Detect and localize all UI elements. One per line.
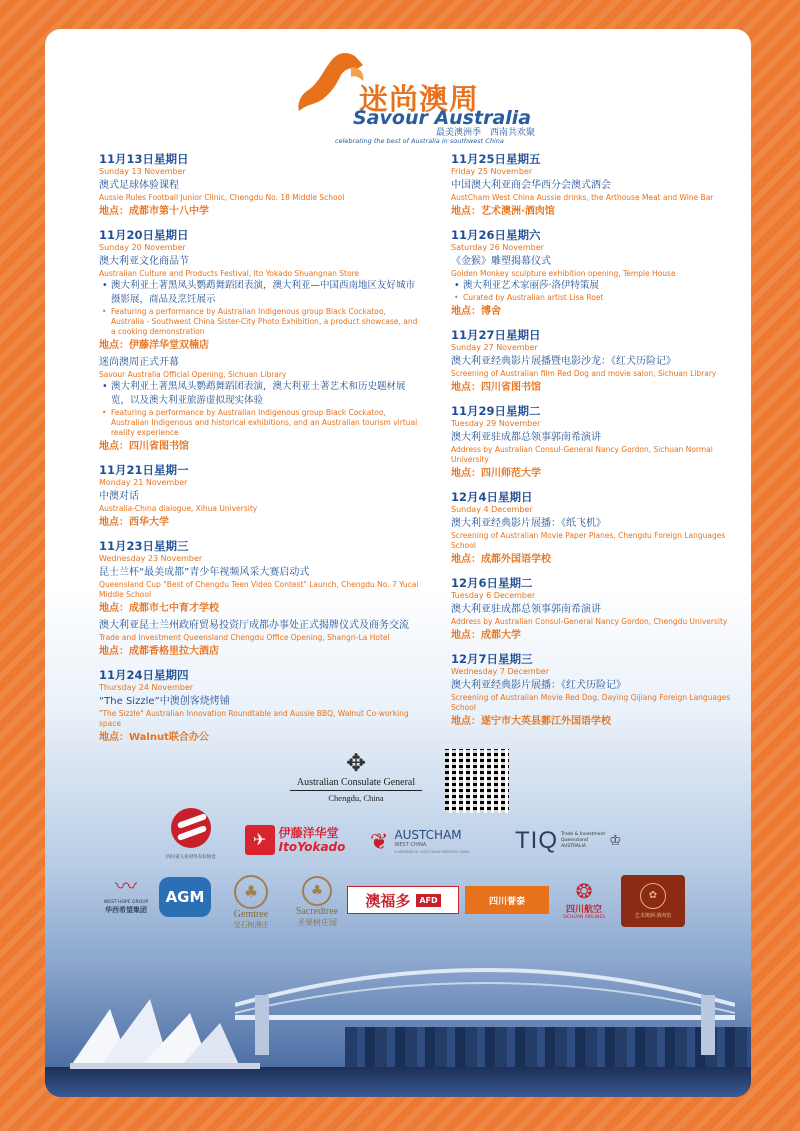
event-venue: 地点：四川省图书馆 xyxy=(451,382,541,393)
event-title-cn: 澳大利亚经典影片展播暨电影沙龙：《红犬历险记》 xyxy=(451,356,676,367)
event-day-en: Sunday 4 December xyxy=(451,505,533,514)
consulate-logo xyxy=(290,749,422,803)
event-day-en: Wednesday 23 November xyxy=(99,554,203,563)
event-title-en: Address by Australian Consul-General Nancy Gordon, Chengdu University xyxy=(451,617,728,626)
event-date: 11月26日星期六 xyxy=(451,228,541,242)
itoyokado-cn: 伊藤洋华堂 xyxy=(278,826,339,840)
event-title-cn: 澳大利亚经典影片展播：《红犬历险记》 xyxy=(451,680,626,691)
event-day-en: Wednesday 7 December xyxy=(451,667,549,676)
event-venue: 地点：成都市七中育才学校 xyxy=(99,603,219,614)
sichuan-airlines-logo xyxy=(553,872,615,928)
opera-house-icon xyxy=(70,989,260,1069)
sichuan-airlines-en: SICHUAN AIRLINES xyxy=(562,915,606,920)
event-day-en: Sunday 27 November xyxy=(451,343,538,352)
event-date: 11月24日星期四 xyxy=(99,668,189,682)
event-date: 11月25日星期五 xyxy=(451,152,541,166)
event-title-cn: 澳大利亚驻成都总领事郭南希演讲 xyxy=(451,604,601,615)
event-day xyxy=(99,539,421,659)
event-title-cn: 迷尚澳周正式开幕 xyxy=(99,357,179,368)
event-day xyxy=(451,404,733,481)
event-venue: 地点：遂宁市大英县郪江外国语学校 xyxy=(451,716,611,727)
art-australia-text: 艺术澳洲·酒肉馆 xyxy=(634,913,672,919)
agm-logo xyxy=(159,877,211,917)
consulate-city: Chengdu, China xyxy=(328,793,384,803)
art-emblem-icon: ✿ xyxy=(640,883,666,909)
sichuan-yutai-text: 四川誉泰 xyxy=(488,896,525,907)
west-hope-logo xyxy=(97,869,155,921)
logo-title-cn: 迷尚澳周 xyxy=(359,82,480,116)
event-day-en: Tuesday 6 December xyxy=(451,591,536,600)
agm-text: AGM xyxy=(165,888,205,906)
event-venue: 地点：成都大学 xyxy=(451,630,521,641)
gemtree-en: Gemtree xyxy=(233,908,269,920)
event-bullet-en: • Curated by Australian artist Lisa Roet xyxy=(451,293,733,303)
event-day xyxy=(451,328,733,395)
itoyokado-en: ItoYokado xyxy=(278,840,346,854)
event-venue: 地点：博舍 xyxy=(451,306,501,317)
event-date: 11月20日星期日 xyxy=(99,228,189,242)
logo-tagline: celebrating the best of Australia in southwest China xyxy=(335,137,504,145)
event-title-cn: 澳式足球体验课程 xyxy=(99,180,179,191)
event-venue: 地点：Walnut联合办公 xyxy=(99,732,209,743)
aofuduo-logo xyxy=(347,886,459,914)
event-venue: 地点：伊藤洋华堂双楠店 xyxy=(99,340,209,351)
event-title-en: Golden Monkey sculpture exhibition opening, Temple House xyxy=(451,269,676,278)
poster-card xyxy=(45,29,751,1097)
event-title-en: Australian Culture and Products Festival, Ito Yokado Shuangnan Store xyxy=(99,269,360,278)
event-title-en: Screening of Australian film Red Dog and movie salon, Sichuan Library xyxy=(451,369,717,378)
event-day xyxy=(99,668,421,745)
gemtree-logo xyxy=(223,869,279,935)
event-day-en: Saturday 26 November xyxy=(451,243,544,252)
tiq-logo xyxy=(515,824,635,858)
event-title-cn: 澳大利亚经典影片展播：《纸飞机》 xyxy=(451,518,606,529)
event-date: 12月4日星期日 xyxy=(451,490,533,504)
sacredtree-cn: 圣果树庄园 xyxy=(297,918,337,927)
event-bullet-cn: • 澳大利亚艺术家丽莎·洛伊特策展 xyxy=(451,279,733,293)
event-title-cn: 澳大利亚文化商品节 xyxy=(99,256,189,267)
airline-bird-icon: ❂ xyxy=(575,879,593,903)
event-bullet-cn: • 澳大利亚土著黑凤头鹦鹉舞蹈团表演，澳大利亚—中国西南地区友好城市摄影展，商品及烹饪展示 xyxy=(99,279,421,307)
event-day xyxy=(99,228,421,454)
event-title-en: Queensland Cup "Best of Chengdu Teen Video Contest" Launch, Chengdu No. 7 Yucai Middle School xyxy=(99,580,419,599)
event-venue: 地点：艺术澳洲·酒肉馆 xyxy=(451,206,555,217)
itoyokado-logo xyxy=(237,822,353,858)
westhope-en: WEST HOPE GROUP xyxy=(103,899,149,905)
event-day-en: Friday 25 November xyxy=(451,167,533,176)
event-logo xyxy=(45,29,751,159)
event-title-en: AustCham West China Aussie drinks, the Arthouse Meat and Wine Bar xyxy=(451,193,714,202)
event-title-cn: 中澳对话 xyxy=(99,491,139,502)
event-title-en: Address by Australian Consul-General Nancy Gordon, Sichuan Normal University xyxy=(451,445,713,464)
event-title-en: Savour Australia Official Opening, Sichuan Library xyxy=(99,370,287,379)
event-title-cn: “The Sizzle”中澳创客烧烤铺 xyxy=(99,696,230,707)
event-title-cn: 《金猴》雕塑揭幕仪式 xyxy=(451,256,551,267)
event-title-en: Screening of Australian Movie Paper Planes, Chengdu Foreign Languages School xyxy=(451,531,726,550)
event-date: 11月27日星期日 xyxy=(451,328,541,342)
event-day xyxy=(99,152,421,219)
event-bullet-en: • Featuring a performance by Australian Indigenous group Black Cockatoo, Australia - Southwest China Sister-City Photo Exhibition, a product showcase, and a cooking demonstration xyxy=(99,307,421,337)
event-day xyxy=(451,652,733,729)
austcham-name: AUSTCHAM xyxy=(394,828,462,842)
sacredtree-icon: ♣ xyxy=(302,876,332,906)
event-venue: 地点：成都香格里拉大酒店 xyxy=(99,646,219,657)
event-day xyxy=(451,490,733,567)
event-venue: 地点：西华大学 xyxy=(99,517,169,528)
sichuan-yutai-logo xyxy=(465,886,549,914)
coat-of-arms-icon: ✥ xyxy=(345,749,367,777)
event-day-en: Tuesday 29 November xyxy=(451,419,541,428)
event-title-en: "The Sizzle" Australian Innovation Roundtable and Aussie BBQ, Walnut Co-working space xyxy=(99,709,409,728)
art-australia-logo xyxy=(621,875,685,927)
event-title-cn: 昆士兰杯“最美成都”青少年视频风采大赛启动式 xyxy=(99,567,310,578)
event-day xyxy=(451,228,733,319)
tiq-sub: Trade & Investment Queensland AUSTRALIA xyxy=(561,832,606,849)
harbour-bridge-icon xyxy=(235,965,735,1075)
logo-title-en: Savour Australia xyxy=(353,107,532,129)
austcham-sub: WEST CHINA xyxy=(394,842,427,848)
event-date: 11月21日星期一 xyxy=(99,463,189,477)
dove-icon: ✈ xyxy=(245,825,275,855)
westhope-cn: 华西希望集团 xyxy=(105,905,147,914)
austcham-tag: A MEMBER OF AUSTCHAM GREATER CHINA xyxy=(394,850,470,854)
event-day-en: Monday 21 November xyxy=(99,478,188,487)
consulate-title: Australian Consulate General xyxy=(290,777,422,791)
event-title-cn: 中国澳大利亚商会华西分会澳式酒会 xyxy=(451,180,611,191)
event-bullet-cn: • 澳大利亚土著黑凤头鹦鹉舞蹈团表演，澳大利亚土著艺术和历史题材展览，以及澳大利亚旅游虚拟现实体验 xyxy=(99,380,421,408)
event-date: 11月13日星期日 xyxy=(99,152,189,166)
event-title-en: Aussie Rules Football Junior Clinic, Chengdu No. 18 Middle School xyxy=(99,193,345,202)
tree-icon: ♣ xyxy=(234,875,268,909)
event-venue: 地点：成都外国语学校 xyxy=(451,554,551,565)
aofuduo-cn: 澳福多 xyxy=(365,891,411,910)
event-date: 12月6日星期二 xyxy=(451,576,533,590)
event-day xyxy=(99,463,421,530)
tiq-letters: TIQ xyxy=(515,827,558,854)
schedule-left-column xyxy=(99,152,421,754)
event-day xyxy=(451,152,733,219)
event-date: 11月23日星期三 xyxy=(99,539,189,553)
sichuan-assoc-label: 四川省人民对外友好协会 xyxy=(166,855,216,860)
schedule-right-column xyxy=(451,152,733,738)
event-venue: 地点：成都市第十八中学 xyxy=(99,206,209,217)
event-title-en: Trade and Investment Queensland Chengdu Office Opening, Shangri-La Hotel xyxy=(99,633,390,642)
wave-icon: 〰 xyxy=(114,874,137,900)
gemtree-cn: 宝石树酒庄 xyxy=(233,920,269,929)
flame-icon: ❦ xyxy=(370,829,389,855)
austcham-logo xyxy=(370,822,500,862)
red-swirl-icon xyxy=(171,808,211,848)
event-title-en: Australia-China dialogue, Xihua University xyxy=(99,504,258,513)
logo-subtitle-cn: 最美澳洲季 西南共欢聚 xyxy=(436,128,536,138)
sichuan-airlines-cn: 四川航空 xyxy=(565,905,602,915)
queensland-crest-icon: ♔ xyxy=(609,833,622,849)
qr-code xyxy=(445,749,509,813)
event-title-cn: 澳大利亚昆士兰州政府贸易投资厅成都办事处正式揭牌仪式及商务交流 xyxy=(99,620,409,631)
event-date: 12月7日星期三 xyxy=(451,652,533,666)
event-bullet-en: • Featuring a performance by Australian Indigenous group Black Cockatoo, Australian Indigenous and historical exhibitions, and an Australian tourism virtual reality experience xyxy=(99,408,421,438)
event-day-en: Thursday 24 November xyxy=(99,683,194,692)
event-day-en: Sunday 13 November xyxy=(99,167,186,176)
event-venue: 地点：四川师范大学 xyxy=(451,468,541,479)
sacredtree-logo xyxy=(285,869,349,935)
event-day-en: Sunday 20 November xyxy=(99,243,186,252)
sacredtree-en: Sacredtree xyxy=(295,906,339,917)
event-date: 11月29日星期二 xyxy=(451,404,541,418)
sichuan-friendship-association-logo xyxy=(163,799,219,869)
event-title-en: Screening of Australian Movie Red Dog, Daying Qijiang Foreign Languages School xyxy=(451,693,731,712)
event-day xyxy=(451,576,733,643)
event-title-cn: 澳大利亚驻成都总领事郭南希演讲 xyxy=(451,432,601,443)
event-venue: 地点：四川省图书馆 xyxy=(99,441,189,452)
afd-text: AFD xyxy=(416,894,440,907)
